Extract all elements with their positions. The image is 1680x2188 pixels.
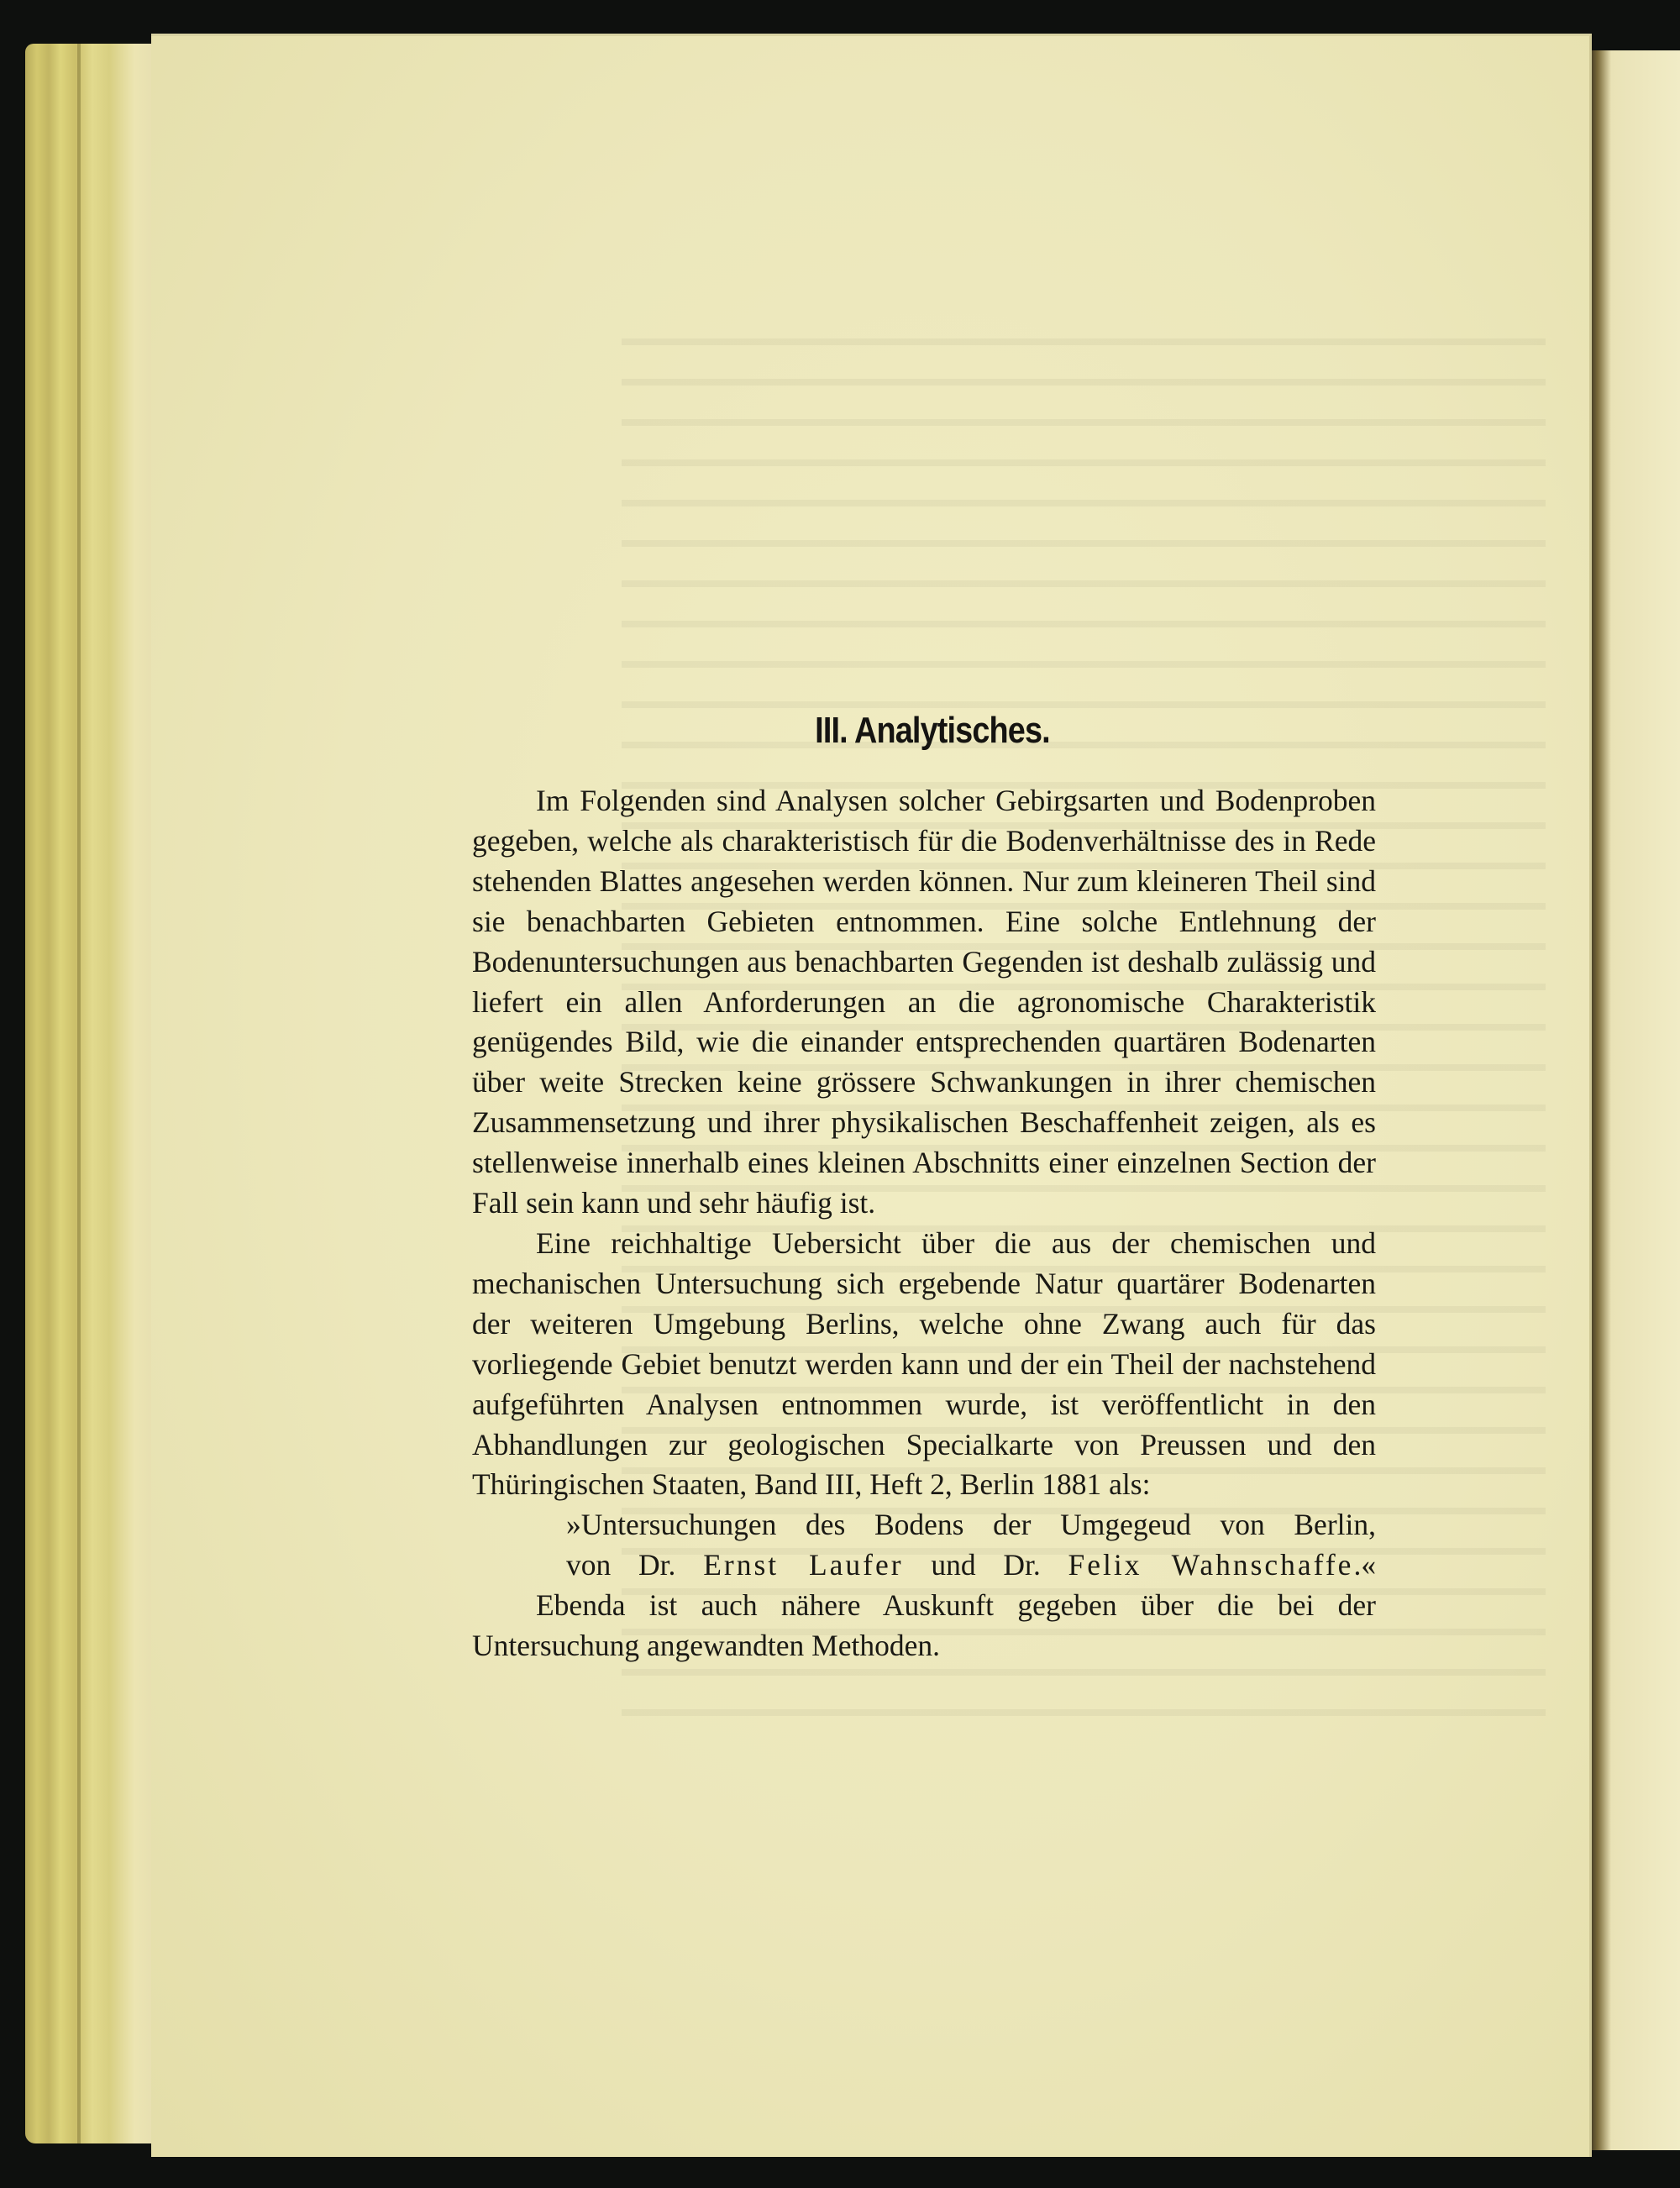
author-wahnschaffe: Felix Wahnschaffe — [1068, 1548, 1354, 1582]
author-laufer: Ernst Laufer — [703, 1548, 904, 1582]
facing-page-edge — [1589, 50, 1680, 2150]
section-heading: III. Analytisches. — [815, 710, 1050, 751]
citation-mid: und Dr. — [931, 1548, 1041, 1582]
page-edges — [25, 44, 160, 2143]
citation-prefix: von Dr. — [566, 1548, 676, 1582]
citation-suffix: .« — [1353, 1548, 1377, 1582]
paragraph-methods: Ebenda ist auch nähere Auskunft gegeben über die bei der Untersuchung angewandten Methoden. — [472, 1588, 1376, 1663]
paragraph-intro: Im Folgenden sind Analysen solcher Gebirgsarten und Bodenproben gegeben, welche als charakteristisch für die Bodenverhältnisse des in Rede stehenden Blattes angesehen werden können. Nur zum kleineren Theil sind sie benachbarten Gebieten entnommen. Eine solche Entlehnung der Bodenuntersuchungen aus benachbarten Gegenden ist deshalb zulässig und liefert ein allen Anforderungen an die agronomische Charakteristik genügendes Bild, wie die einander entsprechenden quartären Bodenarten über weite Strecken keine grössere Schwankungen in ihrer chemischen Zusammensetzung und ihrer physikalischen Beschaffenheit zeigen, als es stellenweise innerhalb eines kleinen Abschnitts einer einzelnen Section der Fall sein kann und sehr häufig ist. — [472, 784, 1376, 1220]
paragraph-overview: Eine reichhaltige Uebersicht über die aus der chemischen und mechanischen Untersuchung sich ergebende Natur quartärer Bodenarten der weiteren Umgebung Berlins, welche ohne Zwang auch für das vorliegende Gebiet benutzt werden kann und der ein Theil der nachstehend aufgeführten Analysen entnommen wurde, ist veröffentlicht in den Abhandlungen zur geologischen Specialkarte von Preussen und den Thüringischen Staaten, Band III, Heft 2, Berlin 1881 als: — [472, 1225, 1376, 1502]
body-text — [472, 781, 1376, 1666]
citation-authors — [566, 1545, 1376, 1586]
citation-title: »Untersuchungen des Bodens der Umgegeud von Berlin, — [566, 1508, 1376, 1542]
citation-quote — [472, 1505, 1376, 1586]
